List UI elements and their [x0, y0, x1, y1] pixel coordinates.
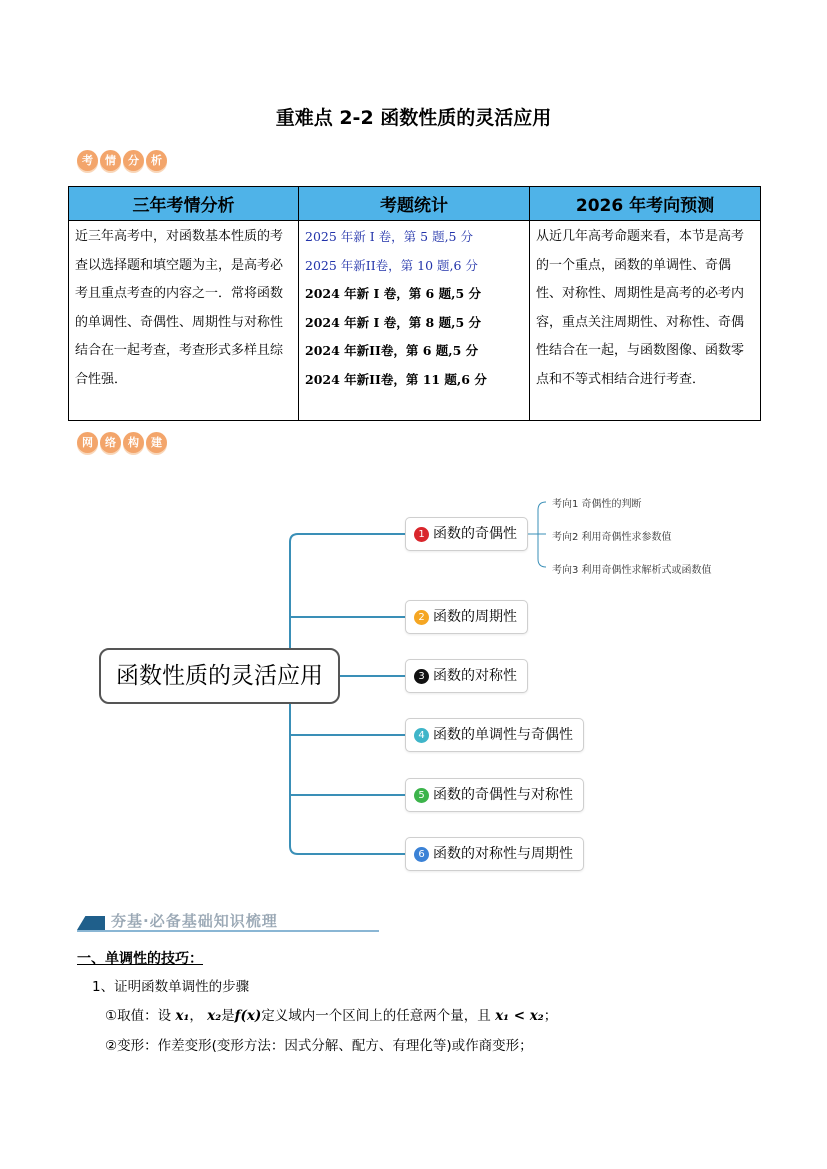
section-banner	[77, 908, 379, 934]
banner-underline	[77, 930, 379, 932]
node-label: 函数的对称性与周期性	[433, 846, 573, 862]
number-badge: 3	[414, 669, 429, 684]
math-x1: x₁	[175, 1008, 190, 1024]
badge-char: 考	[77, 150, 98, 171]
stat-line: 2024 年新II卷，第 11 题,6 分	[305, 371, 487, 387]
math-x2: x₂	[207, 1008, 222, 1024]
math-fx: f(x)	[234, 1008, 262, 1024]
node-label: 函数的奇偶性与对称性	[433, 787, 573, 803]
number-badge: 6	[414, 847, 429, 862]
step1-end: ；	[543, 1008, 558, 1024]
node-label: 函数的单调性与奇偶性	[433, 727, 573, 743]
number-badge: 5	[414, 788, 429, 803]
badge-char: 析	[146, 150, 167, 171]
stat-line: 2024 年新 I 卷，第 8 题,5 分	[305, 314, 481, 330]
badge-char: 络	[100, 432, 121, 453]
list-item-1: 1、证明函数单调性的步骤	[92, 979, 250, 995]
number-badge: 4	[414, 728, 429, 743]
number-badge: 1	[414, 527, 429, 542]
step1-mid: 是	[221, 1008, 235, 1024]
badge-char: 建	[146, 432, 167, 453]
mindmap-leaf-1: 考向1 奇偶性的判断	[552, 499, 642, 510]
header-stats: 考题统计	[299, 187, 530, 221]
badge-char: 构	[123, 432, 144, 453]
mindmap-node-2	[405, 600, 528, 634]
forecast-cell: 从近几年高考命题来看，本节是高考的一个重点，函数的单调性、奇偶性、对称性、周期性是高考的必考内容，重点关注周期性、对称性、奇偶性结合在一起，与函数图像、函数零点和不等式相结合进行考查．	[530, 221, 761, 421]
mindmap-node-6	[405, 837, 584, 871]
mindmap-node-4	[405, 718, 584, 752]
step1-comma: ，	[189, 1008, 203, 1024]
mindmap-node-3	[405, 659, 528, 693]
node-label: 函数的周期性	[433, 609, 517, 625]
badge-char: 情	[100, 150, 121, 171]
banner-text: 夯基·必备基础知识梳理	[111, 912, 278, 930]
header-analysis: 三年考情分析	[69, 187, 299, 221]
step1-prefix: ①取值：设	[105, 1008, 172, 1024]
stat-line: 2025 年新II卷，第 10 题,6 分	[305, 257, 478, 273]
analysis-cell: 近三年高考中，对函数基本性质的考查以选择题和填空题为主，是高考必考且重点考查的内容之一．常将函数的单调性、奇偶性、周期性与对称性结合在一起考查，考查形式多样且综合性强．	[69, 221, 299, 421]
math-inequality: x₁ < x₂	[495, 1008, 544, 1024]
mindmap-leaf-2: 考向2 利用奇偶性求参数值	[552, 532, 672, 543]
stat-line: 2024 年新II卷，第 6 题,5 分	[305, 343, 479, 358]
banner-block	[77, 916, 105, 930]
stat-line: 2025 年新 I 卷，第 5 题,5 分	[305, 229, 473, 244]
page-title: 重难点 2-2 函数性质的灵活应用	[275, 107, 552, 129]
section-heading: 一、单调性的技巧：	[77, 951, 203, 967]
node-label: 函数的对称性	[433, 668, 517, 684]
step-1	[105, 1004, 557, 1024]
badge-char: 网	[77, 432, 98, 453]
header-forecast: 2026 年考向预测	[530, 187, 761, 221]
stat-line: 2024 年新 I 卷，第 6 题,5 分	[305, 286, 481, 301]
step1-rest: 定义域内一个区间上的任意两个量，且	[261, 1008, 491, 1024]
mindmap-node-1	[405, 517, 528, 551]
mindmap-node-5	[405, 778, 584, 812]
node-label: 函数的奇偶性	[433, 526, 517, 542]
badge-char: 分	[123, 150, 144, 171]
mindmap-leaf-3: 考向3 利用奇偶性求解析式或函数值	[552, 565, 712, 576]
step-2: ②变形：作差变形(变形方法：因式分解、配方、有理化等)或作商变形；	[105, 1038, 533, 1054]
number-badge: 2	[414, 610, 429, 625]
mindmap-root: 函数性质的灵活应用	[99, 648, 340, 704]
